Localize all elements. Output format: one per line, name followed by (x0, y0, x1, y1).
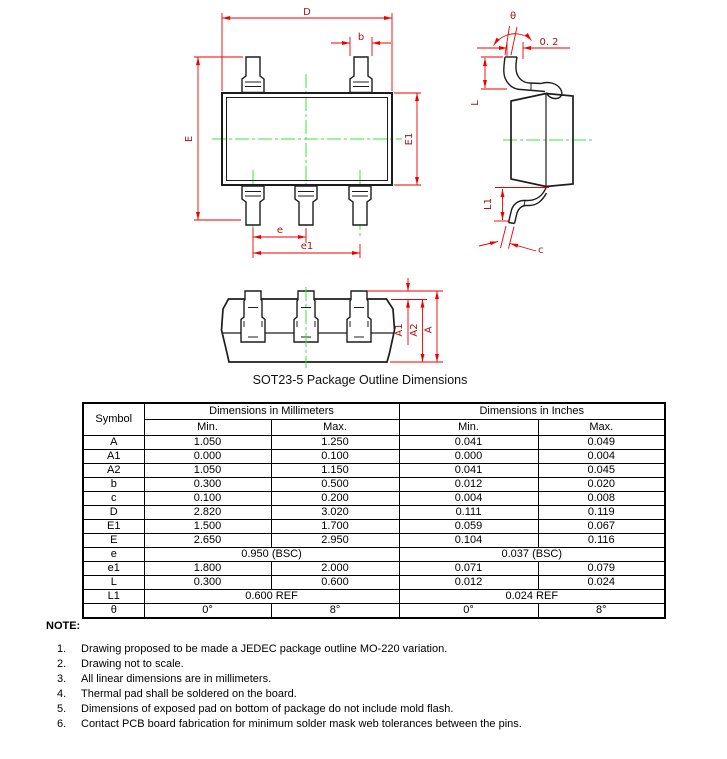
note-number: 3. (57, 673, 67, 685)
dim-label-e: e (276, 225, 284, 236)
table-row: E 2.650 2.950 0.104 0.116 (83, 533, 665, 547)
note-item (57, 717, 522, 732)
col-header-inches: Dimensions in Inches (399, 403, 665, 419)
note-text: Drawing proposed to be made a JEDEC package outline MO-220 variation. (81, 643, 448, 655)
dim-label-E: E (184, 135, 195, 143)
dim-label-L1: L1 (483, 198, 494, 210)
note-item (57, 672, 522, 687)
top-view (184, 7, 421, 258)
dim-label-b: b (357, 32, 365, 43)
col-header-in-max: Max. (538, 419, 665, 435)
table-row: L1 0.600 REF 0.024 REF (83, 589, 665, 603)
note-item (57, 642, 522, 657)
dim-label-E1: E1 (404, 132, 415, 146)
front-view-dimensions (367, 278, 443, 362)
dim-label-c: c (538, 245, 544, 256)
note-text: Dimensions of exposed pad on bottom of package do not include mold flash. (81, 703, 454, 715)
table-row: b 0.300 0.500 0.012 0.020 (83, 477, 665, 491)
table-row: e1 1.800 2.000 0.071 0.079 (83, 561, 665, 575)
note-item (57, 657, 522, 672)
table-row: L 0.300 0.600 0.012 0.024 (83, 575, 665, 589)
col-header-in-min: Min. (399, 419, 538, 435)
table-row: D 2.820 3.020 0.111 0.119 (83, 505, 665, 519)
table-row: e 0.950 (BSC) 0.037 (BSC) (83, 547, 665, 561)
col-header-mm-max: Max. (271, 419, 399, 435)
dim-label-0-2: 0. 2 (539, 37, 559, 48)
note-item (57, 687, 522, 702)
table-row: E1 1.500 1.700 0.059 0.067 (83, 519, 665, 533)
front-view (222, 278, 444, 368)
note-number: 1. (57, 643, 67, 655)
side-view-dimensions (477, 26, 570, 251)
dim-label-D: D (303, 7, 311, 18)
top-lead (504, 57, 562, 99)
dim-label-e1: e1 (300, 241, 314, 252)
drawing-caption: SOT23-5 Package Outline Dimensions (252, 373, 468, 387)
note-number: 2. (57, 658, 67, 670)
note-number: 6. (57, 718, 67, 730)
bottom-lead (509, 187, 547, 224)
top-pins (242, 57, 372, 93)
table-row: c 0.100 0.200 0.004 0.008 (83, 491, 665, 505)
note-number: 5. (57, 703, 67, 715)
side-view (470, 11, 595, 256)
dim-label-theta: θ (509, 11, 517, 22)
notes-section (46, 620, 522, 732)
note-item (57, 702, 522, 717)
dim-label-A1: A1 (394, 323, 405, 337)
dim-label-A: A (423, 326, 435, 334)
table-row: A 1.050 1.250 0.041 0.049 (83, 435, 665, 449)
dimensions-table (82, 402, 666, 619)
table-row: θ 0° 8° 0° 8° (83, 603, 665, 618)
note-text: Contact PCB board fabrication for minimum solder mask web tolerances between the pins. (81, 718, 522, 730)
col-header-symbol: Symbol (83, 403, 144, 435)
note-number: 4. (57, 688, 67, 700)
table-row: A2 1.050 1.150 0.041 0.045 (83, 463, 665, 477)
col-header-mm-min: Min. (144, 419, 271, 435)
table-row: A1 0.000 0.100 0.000 0.004 (83, 449, 665, 463)
dim-label-A2: A2 (409, 323, 420, 337)
note-text: All linear dimensions are in millimeters. (81, 673, 272, 685)
col-header-mm: Dimensions in Millimeters (144, 403, 399, 419)
notes-title: NOTE: (46, 620, 81, 632)
note-text: Drawing not to scale. (81, 658, 184, 670)
bottom-pins (242, 186, 371, 225)
dim-label-L: L (470, 100, 481, 106)
note-text: Thermal pad shall be soldered on the board. (81, 688, 297, 700)
